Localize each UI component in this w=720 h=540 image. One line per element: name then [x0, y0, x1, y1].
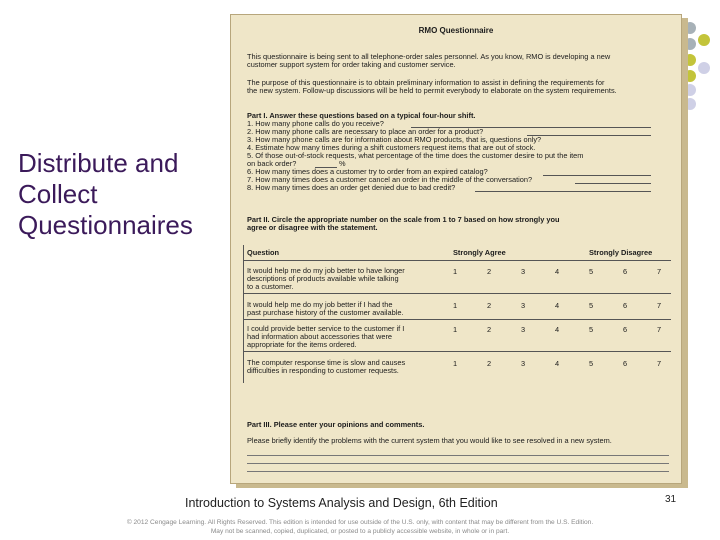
scale-number: 3 [521, 301, 526, 310]
part2-heading: agree or disagree with the statement. [247, 223, 378, 232]
page-number: 31 [665, 494, 677, 505]
part2-heading: Part II. Circle the appropriate number on the scale from 1 to 7 based on how strongly you [247, 215, 560, 224]
question-text: descriptions of products available while talking [247, 274, 399, 283]
scale-number: 3 [521, 325, 526, 334]
scale-number: 1 [453, 359, 458, 368]
questionnaire-image [230, 14, 682, 484]
scale-number: 2 [487, 267, 492, 276]
percent-sign: % [339, 159, 346, 168]
questionnaire-heading: RMO Questionnaire [418, 26, 494, 35]
slide-title-line: Questionnaires [18, 210, 193, 240]
slide-title-line: Distribute and [18, 148, 179, 178]
part1-heading: Part I. Answer these questions based on a typical four-hour shift. [247, 111, 476, 120]
dot-icon [698, 62, 710, 74]
scale-number: 7 [657, 359, 662, 368]
scale-number: 1 [453, 301, 458, 310]
scale-number: 5 [589, 301, 594, 310]
question-text: past purchase history of the customer available. [247, 308, 404, 317]
scale-number: 6 [623, 267, 628, 276]
scale-number: 7 [657, 301, 662, 310]
question-text: The computer response time is slow and causes [247, 358, 406, 367]
scale-number: 1 [453, 267, 458, 276]
scale-number: 3 [521, 359, 526, 368]
footer-title: Introduction to Systems Analysis and Design, 6th Edition [185, 496, 498, 510]
part1-item: 6. How many times does a customer try to order from an expired catalog? [247, 167, 488, 176]
scale-number: 5 [589, 359, 594, 368]
scale-number: 3 [521, 267, 526, 276]
question-text: It would help me do my job better to have longer [247, 266, 405, 275]
intro-line: customer support system for order taking and customer service. [247, 60, 456, 69]
scale-number: 2 [487, 301, 492, 310]
part1-item: 7. How many times does a customer cancel an order in the middle of the conversation? [247, 175, 533, 184]
part3-text: Please briefly identify the problems with the current system that you would like to see resolved in a new system. [247, 436, 612, 445]
column-header-question: Question [247, 248, 280, 257]
scale-number: 4 [555, 325, 560, 334]
question-text: had information about accessories that were [247, 332, 393, 341]
scale-number: 4 [555, 301, 560, 310]
copyright-notice [0, 518, 720, 536]
part1-item: 2. How many phone calls are necessary to place an order for a product? [247, 127, 484, 136]
intro-line: the new system. Follow-up discussions will be held to permit everybody to elaborate on the system requirements. [247, 86, 617, 95]
scale-number: 2 [487, 325, 492, 334]
part1-item: 8. How many times does an order get denied due to bad credit? [247, 183, 456, 192]
scale-number: 7 [657, 267, 662, 276]
part1-item: on back order? [247, 159, 297, 168]
scale-number: 2 [487, 359, 492, 368]
dot-icon [698, 34, 710, 46]
question-text: to a customer. [247, 282, 294, 291]
intro-line: This questionnaire is being sent to all telephone-order sales personnel. As you know, RMO is developing a new [247, 52, 611, 61]
scale-number: 7 [657, 325, 662, 334]
question-text: It would help me do my job better if I had the [247, 300, 393, 309]
part1-item: 5. Of those out-of-stock requests, what percentage of the time does the customer desire to put the item [247, 151, 584, 160]
part3-heading: Part III. Please enter your opinions and comments. [247, 420, 425, 429]
part1-item: 4. Estimate how many times during a shift customers request items that are out of stock. [247, 143, 536, 152]
scale-number: 4 [555, 359, 560, 368]
question-text: appropriate for the items ordered. [247, 340, 357, 349]
slide-title-line: Collect [18, 179, 98, 209]
scale-number: 4 [555, 267, 560, 276]
part1-item: 1. How many phone calls do you receive? [247, 119, 384, 128]
copyright-line: May not be scanned, copied, duplicated, or posted to a publicly accessible website, in whole or in part. [210, 528, 510, 535]
scale-number: 6 [623, 301, 628, 310]
question-text: I could provide better service to the customer if I [247, 324, 405, 333]
part1-item: 3. How many phone calls are for information about RMO products, that is, questions only? [247, 135, 542, 144]
scale-number: 6 [623, 325, 628, 334]
slide-title [18, 148, 228, 241]
column-header-disagree: Strongly Disagree [589, 248, 653, 257]
rating-table [243, 245, 671, 383]
column-header-agree: Strongly Agree [453, 248, 506, 257]
question-text: difficulties in responding to customer requests. [247, 366, 399, 375]
scale-number: 6 [623, 359, 628, 368]
copyright-line: © 2012 Cengage Learning. All Rights Reserved. This edition is intended for use outside of the U.S. only, with content that may be different from the U.S. Edition. [126, 519, 594, 526]
scale-number: 1 [453, 325, 458, 334]
intro-line: The purpose of this questionnaire is to obtain preliminary information to assist in defining the requirements for [247, 78, 605, 87]
scale-number: 5 [589, 325, 594, 334]
scale-number: 5 [589, 267, 594, 276]
